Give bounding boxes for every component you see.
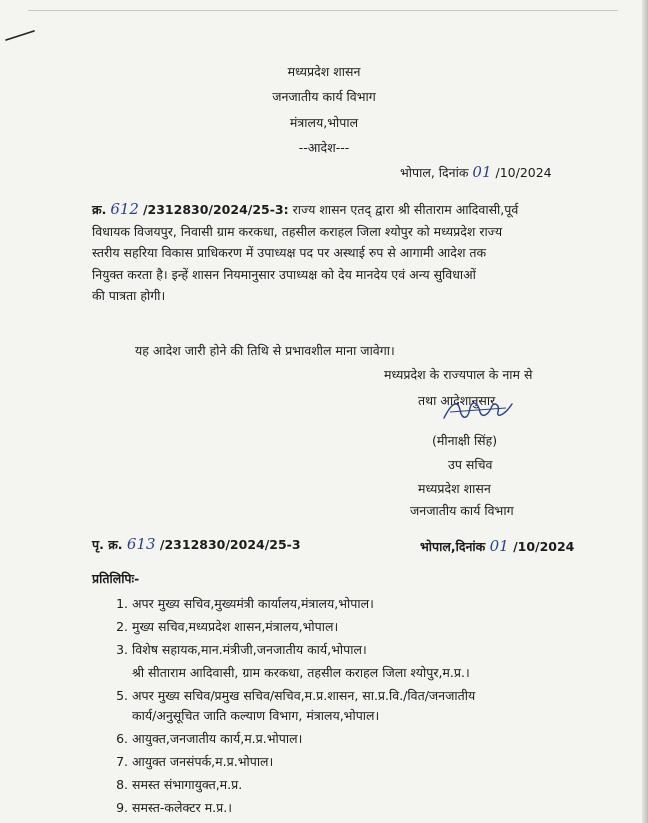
handwritten-order-number: 612 xyxy=(110,200,139,218)
pen-stroke-mark xyxy=(4,28,36,42)
header-order-title: --आदेश--- xyxy=(298,140,350,155)
handwritten-endorsement-day: 01 xyxy=(489,537,509,555)
list-item: 6. आयुक्त,जनजातीय कार्य,म.प्र.भोपाल। xyxy=(116,731,303,746)
list-item: 8. समस्त संभागायुक्त,म.प्र. xyxy=(116,777,243,792)
header-location: मंत्रालय,भोपाल xyxy=(289,115,359,130)
signatory-designation: उप सचिव xyxy=(448,457,493,472)
signature-order-line: तथा आदेशानुसार xyxy=(418,393,496,408)
order-line-2: विधायक विजयपुर, निवासी ग्राम करकधा, तहसील कराहल जिला श्योपुर को मध्यप्रदेश राज्य xyxy=(92,223,503,239)
order-line-5: की पात्रता होगी। xyxy=(92,288,166,303)
list-item: श्री सीताराम आदिवासी, ग्राम करकधा, तहसील कराहल जिला श्योपुर,म.प्र.। xyxy=(132,665,470,680)
effective-statement: यह आदेश जारी होने की तिथि से प्रभावशील माना जावेगा। xyxy=(135,343,395,358)
list-item: 5. अपर मुख्य सचिव/प्रमुख सचिव/सचिव,म.प्र.शासन, सा.प्र.वि./वित/जनजातीय xyxy=(116,688,476,703)
handwritten-signature xyxy=(440,396,520,426)
signatory-office: मध्यप्रदेश शासन xyxy=(418,481,491,496)
list-item: 3. विशेष सहायक,मान.मंत्रीजी,जनजातीय कार्य,भोपाल। xyxy=(116,642,367,657)
handwritten-endorsement-number: 613 xyxy=(126,535,156,553)
page-edge-line xyxy=(28,10,618,11)
handwritten-day: 01 xyxy=(472,163,492,181)
order-paragraph xyxy=(92,199,592,307)
order-line-4: नियुक्त करता है। इन्हें शासन नियमानुसार उपाध्यक्ष को देय मानदेय एवं अन्य सुविधाओं xyxy=(92,266,476,282)
order-line-1: क्र. 612 /2312830/2024/25-3: राज्य शासन एतद् द्वारा श्री सीताराम आदिवासी,पूर्व xyxy=(92,200,519,218)
list-item: 9. समस्त-कलेक्टर म.प्र.। xyxy=(116,800,232,815)
header-department: जनजातीय कार्य विभाग xyxy=(272,89,376,104)
order-date: भोपाल, दिनांक 01 /10/2024 xyxy=(400,163,552,181)
signature-authority: मध्यप्रदेश के राज्यपाल के नाम से xyxy=(384,367,533,382)
copies-heading: प्रतिलिपिः- xyxy=(92,571,140,586)
signatory-department: जनजातीय कार्य विभाग xyxy=(410,503,514,518)
list-item: 7. आयुक्त जनसंपर्क,म.प्र.भोपाल। xyxy=(116,754,274,769)
header-government: मध्यप्रदेश शासन xyxy=(287,64,361,79)
list-item: 1. अपर मुख्य सचिव,मुख्यमंत्री कार्यालय,मंत्रालय,भोपाल। xyxy=(116,596,374,611)
list-item: 2. मुख्य सचिव,मध्यप्रदेश शासन,मंत्रालय,भोपाल। xyxy=(116,619,339,634)
endorsement-date: भोपाल,दिनांक 01 /10/2024 xyxy=(420,537,575,555)
list-item: कार्य/अनुसूचित जाति कल्याण विभाग, मंत्रालय,भोपाल। xyxy=(132,708,380,723)
order-line-3: स्तरीय सहरिया विकास प्राधिकरण में उपाध्यक्ष पद पर अस्थाई रुप से आगामी आदेश तक xyxy=(92,245,487,260)
endorsement-number: पृ. क्र. 613 /2312830/2024/25-3 xyxy=(92,535,301,553)
signatory-name: (मीनाक्षी सिंह) xyxy=(432,433,498,448)
